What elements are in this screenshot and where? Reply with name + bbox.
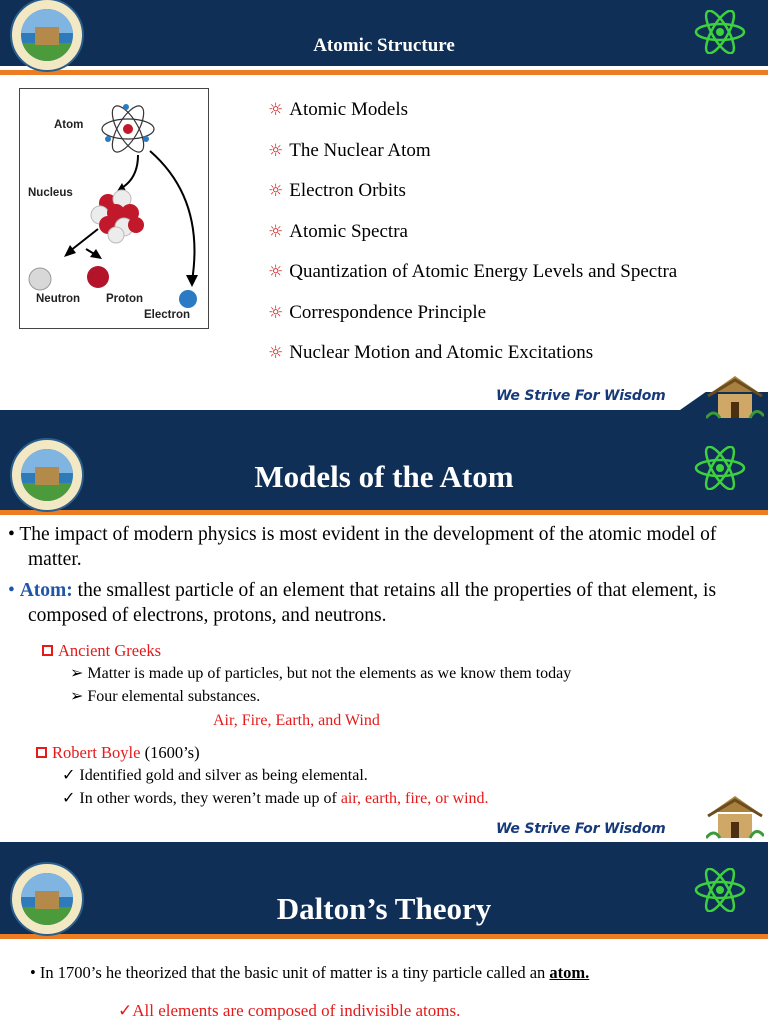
slide-models-of-the-atom	[0, 432, 768, 842]
label-nucleus: Nucleus	[28, 187, 73, 199]
proton-icon	[87, 266, 109, 288]
label-proton: Proton	[106, 293, 144, 305]
slide-daltons-theory	[0, 842, 768, 1024]
sun-bullet-icon: ☼	[268, 302, 284, 323]
sun-bullet-icon: ☼	[268, 221, 284, 242]
topic-list	[268, 96, 677, 380]
header-accent-line	[0, 70, 768, 75]
bullet-modern-physics: • The impact of modern physics is most evident in the development of the atomic model of matter.	[8, 524, 717, 570]
motto-text: We Strive For Wisdom	[496, 388, 666, 404]
header-accent-line	[0, 510, 768, 515]
university-logo	[10, 438, 84, 512]
list-item: ☼ Atomic Spectra	[268, 220, 408, 242]
list-item: ➢ Four elemental substances.	[70, 688, 261, 705]
slide-title: Models of the Atom	[254, 459, 514, 494]
electron-icon	[179, 290, 197, 308]
list-item: ☼ The Nuclear Atom	[268, 139, 431, 161]
motto-text: We Strive For Wisdom	[496, 821, 666, 837]
list-item: ➢ Matter is made up of particles, but not the elements as we know them today	[70, 665, 572, 682]
heading-robert-boyle: Robert Boyle (1600’s)	[36, 742, 200, 764]
sun-bullet-icon: ☼	[268, 262, 284, 282]
atom-emblem-icon	[692, 446, 748, 490]
sun-bullet-icon: ☼	[268, 100, 284, 120]
list-item: ☼ Correspondence Principle	[268, 301, 487, 323]
hut-icon	[706, 792, 764, 842]
square-bullet-icon	[36, 747, 47, 758]
hut-icon	[706, 372, 764, 428]
atom-emblem-icon	[692, 10, 748, 54]
list-item: ☼ Nuclear Motion and Atomic Excitations	[268, 342, 594, 363]
label-atom: Atom	[54, 119, 84, 131]
list-item: ☼ Atomic Models	[268, 99, 408, 120]
check-item: ✓All elements are composed of indivisible atoms.	[118, 1001, 461, 1020]
sun-bullet-icon: ☼	[268, 181, 284, 201]
slide-title: Atomic Structure	[313, 35, 455, 56]
heading-ancient-greeks: Ancient Greeks	[42, 640, 161, 662]
list-item: ☼ Quantization of Atomic Energy Levels and Spectra	[268, 261, 678, 282]
sun-bullet-icon: ☼	[268, 343, 284, 363]
list-item: ✓ Identified gold and silver as being elemental.	[62, 767, 368, 784]
university-logo	[10, 0, 84, 72]
atom-structure-figure	[19, 88, 209, 329]
atom-emblem-icon	[692, 868, 748, 912]
header-accent-line	[0, 934, 768, 939]
nucleus-icon	[91, 190, 144, 243]
footer-band	[0, 392, 768, 432]
atom-icon	[102, 101, 154, 156]
label-electron: Electron	[144, 309, 191, 321]
bullet-atom-definition: • Atom: the smallest particle of an element that retains all the properties of that element, is composed of electrons, protons, and neutrons.	[8, 580, 717, 626]
slide-title: Dalton’s Theory	[276, 891, 492, 926]
list-item: ☼ Electron Orbits	[268, 180, 406, 201]
neutron-icon	[29, 268, 51, 290]
elements-note: Air, Fire, Earth, and Wind	[213, 712, 380, 729]
sun-bullet-icon: ☼	[268, 140, 284, 161]
slide-atomic-structure	[0, 0, 768, 432]
label-neutron: Neutron	[36, 293, 81, 305]
university-logo	[10, 862, 84, 936]
square-bullet-icon	[42, 645, 53, 656]
list-item: ✓ In other words, they weren’t made up of air, earth, fire, or wind.	[62, 790, 489, 807]
bullet-dalton: • In 1700’s he theorized that the basic unit of matter is a tiny particle called an atom.	[30, 963, 590, 982]
